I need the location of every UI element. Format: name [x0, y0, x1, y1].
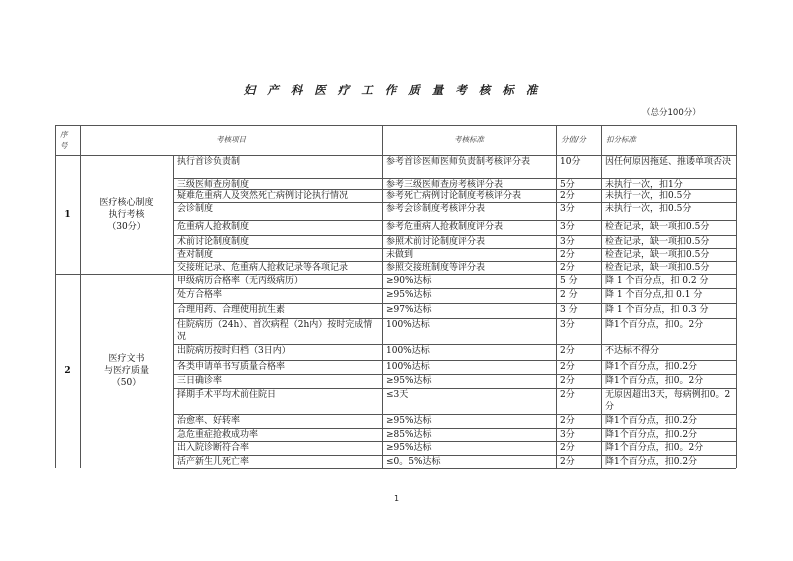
row-standard: 参考首诊医师医师负责制考核评分表: [386, 157, 531, 167]
row-deduction: 降1个百分点，扣0。2分: [605, 376, 704, 386]
row-score: 3分: [560, 430, 575, 440]
total-score: （总分100分）: [642, 108, 701, 118]
header-column-divider: [556, 125, 557, 155]
row-score: 5分: [560, 180, 575, 189]
row-item: 出院病历按时归档（3日内）: [177, 346, 291, 356]
row-standard: ≥85%达标: [386, 430, 432, 440]
row-item: 术前讨论制度制度: [177, 237, 250, 247]
row-divider: [173, 220, 736, 221]
category-line: 与医疗质量: [103, 366, 149, 376]
row-deduction: 检查记录，缺一项扣0.5分: [605, 237, 710, 247]
row-item: 处方合格率: [177, 290, 223, 300]
column-divider: [382, 155, 383, 274]
row-deduction: 检查记录，缺一项扣0.5分: [605, 250, 710, 260]
row-standard: 100%达标: [386, 346, 430, 356]
row-divider: [173, 344, 736, 345]
row-standard: 未做到: [386, 250, 414, 260]
row-deduction: 未执行一次，扣0.5分: [605, 191, 692, 201]
column-divider: [55, 274, 56, 468]
row-item: 治愈率、好转率: [177, 416, 241, 426]
row-divider: [173, 441, 736, 442]
row-standard: ≥97%达标: [386, 305, 432, 315]
table-bottom-border: [173, 468, 736, 469]
row-score: 3分: [560, 237, 575, 247]
row-divider: [173, 261, 736, 262]
column-divider: [55, 155, 56, 274]
row-deduction: 检查记录，缺一项扣0.5分: [605, 222, 710, 232]
column-divider: [173, 155, 174, 274]
row-score: 2分: [560, 390, 575, 400]
row-deduction: 降1个百分点，扣0。2分: [605, 443, 704, 453]
category-line: （30分）: [107, 221, 146, 232]
row-standard: 参考会诊制度考核评分表: [386, 204, 486, 214]
row-standard: ≥95%达标: [386, 443, 432, 453]
row-score: 10分: [560, 157, 581, 167]
row-divider: [173, 388, 736, 389]
row-standard: ≥95%达标: [386, 416, 432, 426]
row-standard: ≥90%达标: [386, 276, 432, 286]
header-standard: 考核标准: [454, 135, 484, 144]
row-deduction: 降 1 个百分点，扣 0.3 分: [605, 305, 709, 315]
category-line: 执行考核: [108, 209, 145, 220]
column-divider: [601, 155, 602, 274]
section-category: [80, 155, 173, 274]
row-standard: ≥95%达标: [386, 290, 432, 300]
row-standard: 参考危重病人抢救制度评分表: [386, 222, 504, 232]
row-score: 3 分: [560, 305, 578, 315]
row-item: 住院病历（24h）、首次病程（2h内）按时完成情况: [177, 320, 373, 342]
row-item: 三日确诊率: [177, 376, 223, 386]
column-divider: [556, 274, 557, 468]
column-divider: [173, 274, 174, 468]
row-divider: [173, 248, 736, 249]
section-number: 2: [64, 366, 71, 376]
row-score: 3分: [560, 320, 575, 330]
row-standard: 参照术前讨论制度评分表: [386, 237, 486, 247]
row-divider: [173, 374, 736, 375]
row-standard: 参照交接班制度等评分表: [386, 263, 486, 273]
row-standard: 100%达标: [386, 362, 430, 372]
category-line: （50）: [111, 378, 142, 388]
row-item: 出入院诊断符合率: [177, 443, 250, 453]
header-column-divider: [80, 125, 81, 155]
table-top-border: [55, 125, 736, 126]
row-item: 危重病人抢救制度: [177, 222, 250, 232]
row-deduction: 不达标不得分: [605, 346, 660, 356]
row-divider: [173, 189, 736, 190]
column-divider: [736, 274, 737, 468]
page-number: 1: [394, 494, 400, 503]
header-column-divider: [736, 125, 737, 155]
header-column-divider: [601, 125, 602, 155]
header-column-divider: [382, 125, 383, 155]
row-score: 2分: [560, 376, 575, 386]
row-item: 交接班记录、危重病人抢救记录等各项记录: [177, 263, 349, 273]
column-divider: [80, 155, 81, 274]
row-deduction: 因任何原因拖延、推诿单项否决: [605, 157, 732, 167]
row-item: 会诊制度: [177, 204, 214, 214]
row-standard: 参考三级医师查房考核评分表: [386, 180, 504, 189]
row-item: 甲级病历合格率（无丙级病历）: [177, 276, 304, 286]
row-item: 急危重症抢救成功率: [177, 430, 259, 440]
column-divider: [601, 274, 602, 468]
row-score: 3分: [560, 222, 575, 232]
row-item: 执行首诊负责制: [177, 157, 241, 167]
row-deduction: 无原因超出3天，每病例扣0。2分: [605, 390, 731, 412]
category-line: 医疗文书: [108, 354, 145, 364]
row-standard: 参考死亡病例讨论制度考核评分表: [386, 191, 522, 201]
section-category: [80, 274, 173, 468]
row-item: 择期手术平均术前住院日: [177, 390, 277, 400]
row-score: 3分: [560, 204, 575, 214]
section-number: 1: [64, 209, 71, 220]
row-divider: [173, 455, 736, 456]
row-divider: [173, 303, 736, 304]
row-score: 2分: [560, 362, 575, 372]
row-standard: ≥95%达标: [386, 376, 432, 386]
row-divider: [173, 235, 736, 236]
row-item: 疑难危重病人及突然死亡病例讨论执行情况: [177, 191, 349, 201]
row-divider: [173, 202, 736, 203]
column-divider: [80, 274, 81, 468]
row-deduction: 降 1 个百分点,扣 0.1 分: [605, 290, 703, 300]
row-deduction: 未执行一次，扣1分: [605, 180, 683, 189]
row-score: 2分: [560, 443, 575, 453]
column-divider: [736, 155, 737, 274]
row-deduction: 降1个百分点，扣0.2分: [605, 362, 698, 372]
row-deduction: 降 1 个百分点，扣 0.2 分: [605, 276, 709, 286]
row-deduction: 降1个百分点，扣0.2分: [605, 430, 698, 440]
row-deduction: 未执行一次，扣0.5分: [605, 204, 692, 214]
row-score: 2分: [560, 250, 575, 260]
row-score: 2分: [560, 457, 575, 467]
header-deduction: 扣分标准: [606, 135, 636, 144]
row-item: 各类申请单书写质量合格率: [177, 362, 286, 372]
row-divider: [173, 414, 736, 415]
row-standard: ≤3天: [386, 390, 409, 400]
row-deduction: 检查记录，缺一项扣0.5分: [605, 263, 710, 273]
row-divider: [173, 428, 736, 429]
row-score: 2分: [560, 191, 575, 201]
column-divider: [556, 155, 557, 274]
header-item: 考核项目: [216, 135, 246, 144]
row-score: 5 分: [560, 276, 578, 286]
header-column-divider: [55, 125, 56, 155]
row-deduction: 降1个百分点，扣0.2分: [605, 457, 698, 467]
header-score: 分值/分: [561, 135, 587, 144]
row-divider: [173, 178, 736, 179]
row-item: 三级医师查房制度: [177, 180, 250, 189]
row-score: 2分: [560, 346, 575, 356]
row-item: 查对制度: [177, 250, 214, 260]
row-standard: 100%达标: [386, 320, 430, 330]
row-divider: [173, 318, 736, 319]
row-standard: ≤0。5%达标: [386, 457, 441, 467]
row-item: 活产新生儿死亡率: [177, 457, 250, 467]
row-score: 2分: [560, 416, 575, 426]
document-title: 妇产科医疗工作质量考核标准: [243, 83, 550, 97]
row-divider: [173, 360, 736, 361]
row-divider: [173, 288, 736, 289]
header-seq: 序号: [60, 130, 68, 150]
row-score: 2 分: [560, 290, 578, 300]
category-line: 医疗核心制度: [99, 197, 154, 208]
row-score: 2分: [560, 263, 575, 273]
row-deduction: 降1个百分点，扣0。2分: [605, 320, 704, 330]
row-item: 合理用药、合理使用抗生素: [177, 305, 286, 315]
row-deduction: 降1个百分点，扣0.2分: [605, 416, 698, 426]
column-divider: [382, 274, 383, 468]
